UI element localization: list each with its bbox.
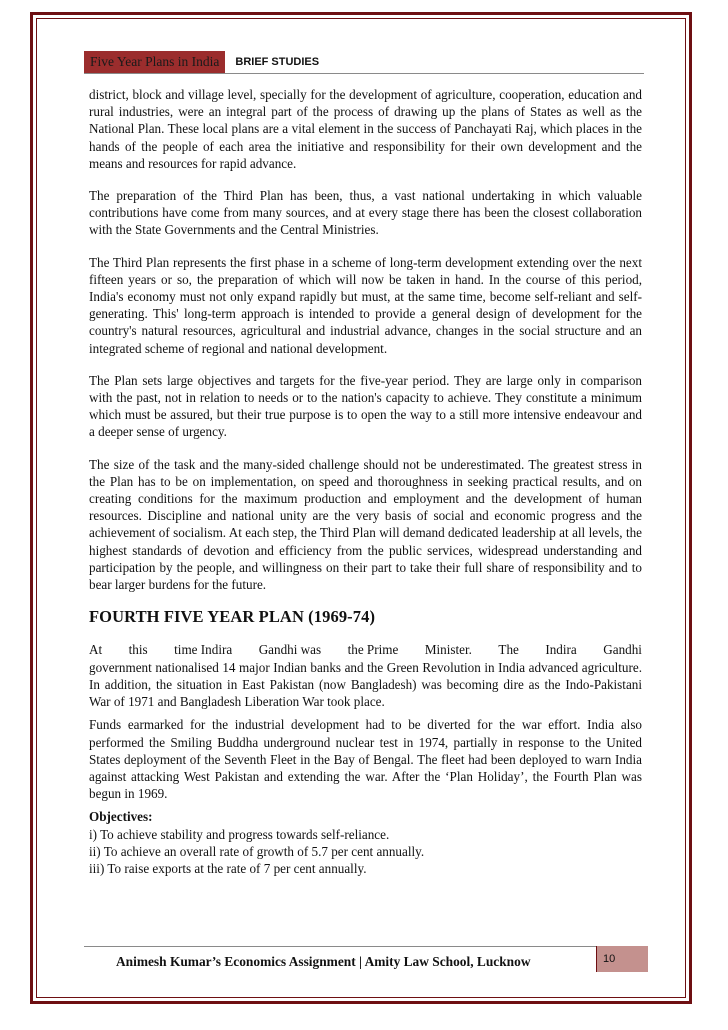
paragraph: The Plan sets large objectives and targets for the five-year period. They are large only in comparison with the past, not in relation to needs or to the nation's capacity to achieve. They constitute a minimum which must be assured, but their true purpose is to open the way to a still more intensive endeavour and a deeper sense of urgency.: [89, 372, 642, 440]
objectives-title: Objectives:: [89, 809, 153, 825]
funds-paragraph: Funds earmarked for the industrial development had to be diverted for the war effort. India also performed the Smiling Buddha underground nuclear test in 1974, partially in response to the United States deployment of the Seventh Fleet in the Bay of Bengal. The fleet had been deployed to warn India against attacking West Pakistan and extending the war. After the ‘Plan Holiday’, the Fourth Plan was begun in 1969.: [89, 717, 642, 802]
page-number: 10: [596, 946, 648, 972]
header-subtitle: BRIEF STUDIES: [235, 56, 320, 68]
intro-word: this: [128, 642, 148, 658]
objectives-block: [89, 808, 642, 877]
intro-first-line: [89, 641, 642, 658]
intro-paragraph: [89, 641, 642, 710]
intro-word: Indira: [545, 642, 577, 658]
footer-text: Animesh Kumar’s Economics Assignment | Amity Law School, Lucknow: [116, 954, 531, 969]
paragraph: The preparation of the Third Plan has been, thus, a vast national undertaking in which valuable contributions have come from many sources, and at every stage there has been the closest collaboration with the State Governments and the Central Ministries.: [89, 188, 642, 238]
objective-item: i) To achieve stability and progress towards self-reliance.: [89, 826, 390, 842]
header-tag: Five Year Plans in India: [84, 51, 225, 73]
intro-word: time Indira: [174, 642, 233, 658]
intro-word: Gandhi: [603, 642, 642, 658]
page-content: [89, 86, 642, 877]
objective-item: iii) To raise exports at the rate of 7 per cent annually.: [89, 860, 367, 876]
paragraph: district, block and village level, specially for the development of agriculture, cooperation, education and rural industries, were an integral part of the process of drawing up the plans of States as well as the National Plan. These local plans are a vital element in the success of Panchayati Raj, which places in the hands of the people of each area the initiative and responsibility for their own development and the means and resources for rapid advance.: [89, 87, 642, 171]
section-heading: FOURTH FIVE YEAR PLAN (1969-74): [89, 607, 376, 627]
paragraph: The size of the task and the many-sided challenge should not be underestimated. The greatest stress in the Plan has to be on implementation, on speed and thoroughness in seeking practical results, and on creating conditions for the maximum production and employment and the development of human resources. Discipline and national unity are the very basis of social and economic progress and the achievement of socialism. At each step, the Third Plan will demand dedicated leadership at all levels, the highest standards of devotion and efficiency from the public services, widespread understanding and participation by the people, and willingness on their part to take their full share of responsibility and to bear larger burdens for the future.: [89, 456, 642, 593]
intro-word: At: [89, 642, 103, 658]
objective-item: ii) To achieve an overall rate of growth of 5.7 per cent annually.: [89, 843, 425, 859]
page-footer: [116, 951, 648, 972]
page-header: [84, 51, 319, 73]
header-rule: [84, 73, 644, 74]
intro-word: The: [498, 642, 519, 658]
intro-word: Minister.: [424, 642, 472, 658]
paragraph: The Third Plan represents the first phase in a scheme of long-term development extending over the next fifteen years or so, the preparation of which will now be taken in hand. In the course of this period, India's economy must not only expand rapidly but must, at the same time, become self-reliant and self-generating. This' long-term approach is intended to provide a general design of development for the country's natural resources, agricultural and industrial advance, changes in the social structure and an integrated scheme of regional and national development.: [89, 254, 642, 356]
intro-word: Gandhi was: [258, 642, 322, 658]
footer-rule: [84, 946, 646, 947]
intro-rest: government nationalised 14 major Indian banks and the Green Revolution in India advanced agriculture. In addition, the situation in East Pakistan (now Bangladesh) was becoming dire as the Indo-Pakistani War of 1971 and Bangladesh Liberation War took place.: [89, 659, 642, 710]
intro-word: the Prime: [347, 642, 399, 658]
